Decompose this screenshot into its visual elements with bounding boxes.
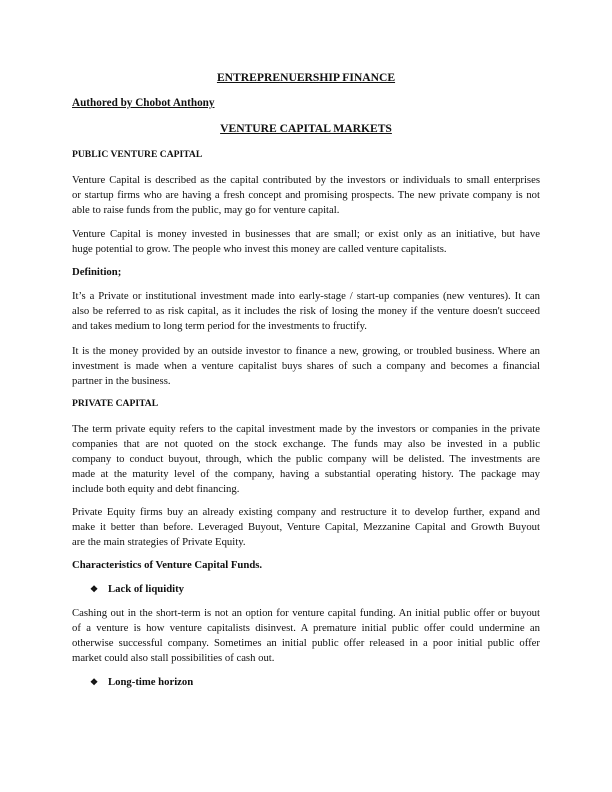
paragraph bbox=[72, 173, 540, 218]
text-line: make it better than before. Leveraged Buyout, Venture Capital, Mezzanine Capital and Growth Buyout bbox=[72, 521, 540, 533]
paragraph bbox=[72, 227, 540, 257]
text-line: Venture Capital is money invested in businesses that are small; or exist only as an initiative, but have bbox=[72, 228, 540, 240]
bullet-item bbox=[90, 676, 193, 688]
text-line: Cashing out in the short-term is not an option for venture capital funding. An initial public offer or buyout bbox=[72, 607, 540, 619]
text-line: made at the maturity level of the company, having a substantial operating history. The package may bbox=[72, 468, 540, 480]
text-line: are the main strategies of Private Equity. bbox=[72, 536, 246, 548]
bullet-label: Long-time horizon bbox=[108, 676, 194, 688]
paragraph bbox=[72, 344, 540, 389]
document-title: ENTREPRENUERSHIP FINANCE bbox=[216, 71, 396, 84]
author-line: Authored by Chobot Anthony bbox=[72, 97, 215, 109]
paragraph bbox=[72, 505, 540, 550]
bullet-label: Lack of liquidity bbox=[108, 583, 185, 595]
paragraph bbox=[72, 606, 540, 666]
paragraph bbox=[72, 289, 540, 334]
text-line: market could also stall possibilities of cash out. bbox=[72, 652, 275, 664]
text-line: or startup firms who are having a fresh concept and promising prospects. The new private company is not bbox=[72, 189, 540, 201]
text-line: include both equity and debt financing. bbox=[72, 483, 240, 495]
text-line: also be referred to as risk capital, as it includes the risk of losing the money if the venture doesn't succeed bbox=[72, 305, 540, 317]
text-line: It’s a Private or institutional investment made into early-stage / start-up companies (new ventures). It can bbox=[72, 290, 540, 302]
diamond-bullet-icon: ❖ bbox=[90, 584, 99, 594]
text-line: otherwise successful company. Sometimes an initial public offer released in a poor initial public offer bbox=[72, 637, 540, 649]
heading-public-venture-capital: PUBLIC VENTURE CAPITAL bbox=[72, 149, 203, 160]
text-line: companies that are not quoted on the stock exchange. The funds may also be invested in a public bbox=[72, 438, 540, 450]
heading-characteristics: Characteristics of Venture Capital Funds. bbox=[72, 559, 263, 571]
text-line: Private Equity firms buy an already existing company and restructure it to develop further, expand and bbox=[72, 506, 540, 518]
text-line: investment is made when a venture capitalist buys shares of such a company and becomes a financial bbox=[72, 360, 540, 372]
text-line: able to raise funds from the public, may go for venture capital. bbox=[72, 204, 340, 216]
text-line: partner in the business. bbox=[72, 375, 171, 387]
text-line: company to conduct buyout, through, which the public company will be delisted. The investments are bbox=[72, 453, 540, 465]
section-title: VENTURE CAPITAL MARKETS bbox=[220, 122, 392, 135]
paragraph bbox=[72, 422, 540, 497]
text-line: huge potential to grow. The people who invest this money are called venture capitalists. bbox=[72, 243, 447, 255]
bullet-item bbox=[90, 583, 184, 595]
text-line: and takes medium to long term period for the investments to fructify. bbox=[72, 320, 367, 332]
text-line: Venture Capital is described as the capital contributed by the investors or individuals to small enterprises bbox=[72, 174, 540, 186]
text-line: of a venture is how venture capitalists disinvest. A premature initial public offer could undermine an bbox=[72, 622, 540, 634]
diamond-bullet-icon: ❖ bbox=[90, 677, 99, 687]
heading-private-capital: PRIVATE CAPITAL bbox=[72, 398, 159, 409]
heading-definition: Definition; bbox=[72, 266, 122, 278]
text-line: It is the money provided by an outside investor to finance a new, growing, or troubled business. Where an bbox=[72, 345, 540, 357]
text-line: The term private equity refers to the capital investment made by the investors or companies in the private bbox=[72, 423, 540, 435]
